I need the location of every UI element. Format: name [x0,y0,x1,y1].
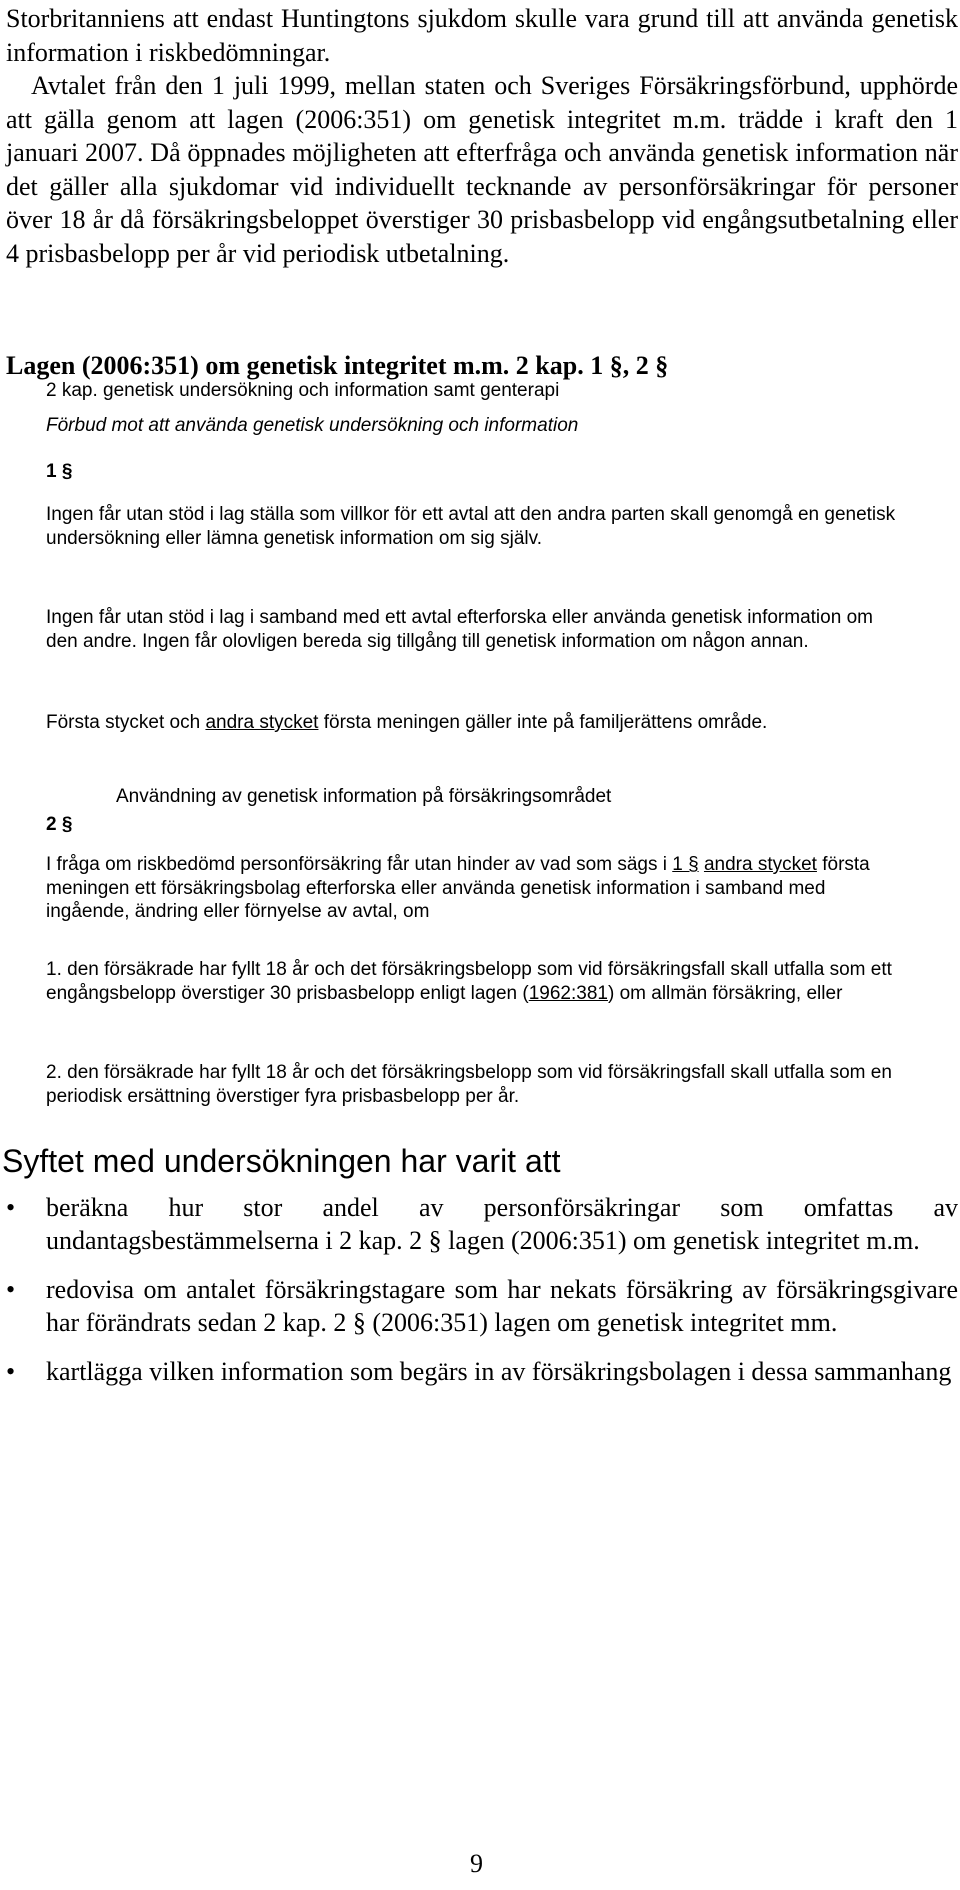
purpose-list [0,1191,958,1404]
law-subtitle: Förbud mot att använda genetisk undersökning och information [46,415,579,436]
list-item [0,1191,958,1257]
item-2-text: 2. den försäkrade har fyllt 18 år och det försäkringsbelopp som vid försäkringsfall skall utfalla som en periodisk ersättning överstiger fyra prisbasbelopp per år. [46,1062,892,1107]
law-chapter: 2 kap. genetisk undersökning och information samt genterapi [46,380,560,401]
section-1-paragraph-3 [46,711,906,735]
link-section-1[interactable]: 1 § [672,854,699,875]
section-1-label: 1 § [46,461,73,482]
intro-paragraph-2: Avtalet från den 1 juli 1999, mellan staten och Sveriges Försäkringsförbund, upphörde att gälla genom att lagen (2006:351) om genetisk integritet m.m. trädde i kraft den 1 januari 2007. Då öppnades möjligheten att efterfråga och använda genetisk information när det gäller alla sjukdomar vid individuellt tecknande av personförsäkringar för personer över 18 år då försäkringsbeloppet överstiger 30 prisbasbelopp vid engångsutbetalning eller 4 prisbasbelopp per år vid periodisk utbetalning. [6,71,958,268]
bullet-icon: • [6,1275,16,1304]
list-item-text: redovisa om antalet försäkringstagare som har nekats försäkring av försäkringsgivare har förändrats sedan 2 kap. 2 § (2006:351) lagen om genetisk integritet mm. [46,1275,958,1337]
list-item [0,1355,958,1388]
law-title: Lagen (2006:351) om genetisk integritet m.m. 2 kap. 1 §, 2 § [6,351,669,380]
section-2-text-b: första meningen ett försäkringsbolag efterforska eller använda genetisk information i samband med ingående, ändring eller förnyelse av avtal, om [46,854,870,922]
section-2-heading: Användning av genetisk information på försäkringsområdet [116,786,612,807]
intro-paragraph-1: Storbritanniens att endast Huntingtons sjukdom skulle vara grund till att använda genetisk information i riskbedömningar. [6,4,958,67]
section-1-text-1: Ingen får utan stöd i lag ställa som villkor för ett avtal att den andra parten skall genomgå en genetisk undersökning eller lämna genetisk information om sig själv. [46,504,896,549]
section-1-text-2: Ingen får utan stöd i lag i samband med ett avtal efterforska eller använda genetisk information om den andre. Ingen får olovligen bereda sig tillgång till genetisk information om någon annan. [46,607,873,652]
bullet-icon: • [6,1193,16,1222]
section-heading: Syftet med undersökningen har varit att [2,1143,561,1179]
intro-text [6,2,958,270]
list-item [0,1273,958,1339]
list-item-text: beräkna hur stor andel av personförsäkringar som omfattas av undantagsbestämmelserna i 2 kap. 2 § lagen (2006:351) om genetisk integritet m.m. [46,1193,958,1255]
section-2-label: 2 § [46,814,73,835]
list-item-text: kartlägga vilken information som begärs in av försäkringsbolagen i dessa sammanhang [46,1357,952,1386]
link-1962-381[interactable]: 1962:381 [528,982,608,1004]
section-1-paragraph-1 [46,503,906,550]
link-andra-stycket-2[interactable]: andra stycket [703,854,817,875]
law-item-1 [46,958,906,1005]
law-item-2 [46,1061,906,1108]
section-2-text-a: I fråga om riskbedömd personförsäkring får utan hinder av vad som sägs i [46,854,673,875]
section-2-paragraph [46,853,906,924]
section-1-text-3a: Första stycket och [46,712,206,733]
section-1-paragraph-2 [46,606,906,653]
link-andra-stycket[interactable]: andra stycket [205,712,319,733]
bullet-icon: • [6,1357,16,1386]
item-1-text-a: 1. den försäkrade har fyllt 18 år och det försäkringsbelopp som vid försäkringsfall skall utfalla som ett engångsbelopp överstiger 30 prisbasbelopp enligt lagen ( [46,959,892,1004]
page-number: 9 [470,1849,483,1878]
item-1-text-b: ) om allmän försäkring, eller [607,982,843,1004]
section-1-text-3b: första meningen gäller inte på familjerättens område. [318,712,768,733]
